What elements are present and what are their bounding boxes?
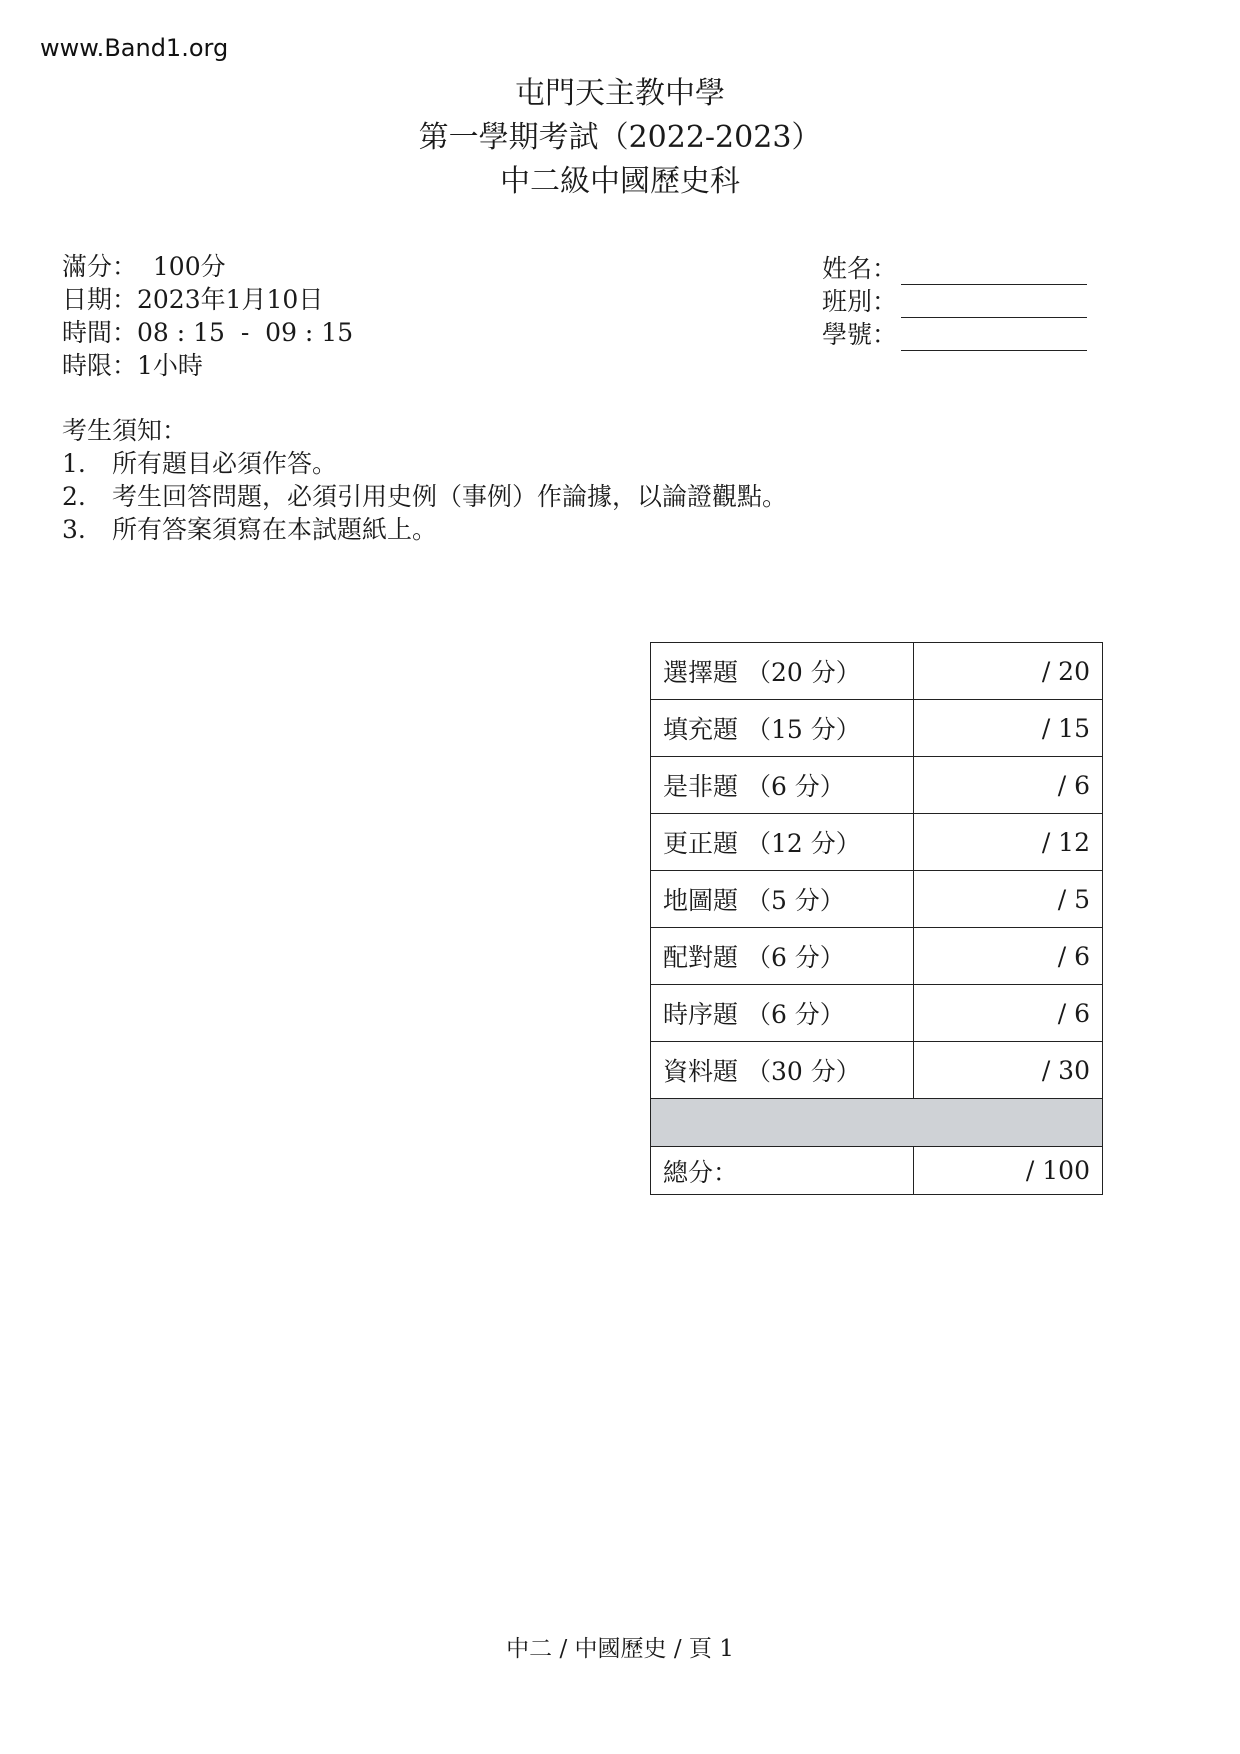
number-label: 學號： [822, 320, 898, 349]
section-label: 資料題 （30 分） [651, 1042, 914, 1099]
total-label: 總分： [651, 1147, 914, 1195]
section-label: 填充題 （15 分） [651, 700, 914, 757]
score-row [651, 928, 1103, 985]
score-row [651, 871, 1103, 928]
class-label: 班別： [822, 287, 898, 316]
instruction-item [62, 447, 787, 480]
section-label: 選擇題 （20 分） [651, 643, 914, 700]
class-field[interactable] [901, 291, 1087, 318]
exam-time: 時間：08 : 15 - 09 : 15 [62, 318, 354, 347]
section-label: 配對題 （6 分） [651, 928, 914, 985]
score-table [650, 642, 1103, 1195]
score-row [651, 1042, 1103, 1099]
name-field[interactable] [901, 258, 1087, 285]
section-score-cell[interactable]: / 6 [914, 985, 1103, 1042]
class-row [822, 285, 1087, 318]
total-row [651, 1147, 1103, 1195]
number-field[interactable] [901, 324, 1087, 351]
instruction-text: 所有題目必須作答。 [112, 449, 338, 478]
section-score-cell[interactable]: / 5 [914, 871, 1103, 928]
shaded-divider-cell [651, 1099, 1103, 1147]
exam-duration: 時限：1小時 [62, 351, 203, 380]
watermark-url: www.Band1.org [40, 34, 229, 62]
instructions [62, 414, 787, 546]
section-score-cell[interactable]: / 20 [914, 643, 1103, 700]
section-score-cell[interactable]: / 30 [914, 1042, 1103, 1099]
exam-header [0, 72, 1240, 204]
section-label: 時序題 （6 分） [651, 985, 914, 1042]
school-name: 屯門天主教中學 [515, 76, 725, 111]
section-score-cell[interactable]: / 6 [914, 757, 1103, 814]
instruction-text: 所有答案須寫在本試題紙上。 [112, 515, 438, 544]
exam-info [62, 250, 353, 382]
section-label: 是非題 （6 分） [651, 757, 914, 814]
shaded-divider-row [651, 1099, 1103, 1147]
exam-title: 第一學期考試（2022-2023） [418, 120, 822, 155]
name-row [822, 252, 1087, 285]
instruction-number: 1. [62, 449, 86, 478]
score-row [651, 643, 1103, 700]
full-marks: 滿分： 100分 [62, 252, 226, 281]
instruction-number: 2. [62, 482, 86, 511]
instruction-item [62, 513, 787, 546]
section-score-cell[interactable]: / 12 [914, 814, 1103, 871]
score-row [651, 700, 1103, 757]
total-score-cell[interactable]: / 100 [914, 1147, 1103, 1195]
subject-title: 中二級中國歷史科 [500, 164, 740, 199]
student-info [822, 252, 1087, 351]
score-row [651, 985, 1103, 1042]
section-label: 更正題 （12 分） [651, 814, 914, 871]
number-row [822, 318, 1087, 351]
instructions-title: 考生須知： [62, 416, 188, 445]
score-row [651, 757, 1103, 814]
section-score-cell[interactable]: / 15 [914, 700, 1103, 757]
instruction-text: 考生回答問題，必須引用史例（事例）作論據，以論證觀點。 [112, 482, 788, 511]
section-label: 地圖題 （5 分） [651, 871, 914, 928]
name-label: 姓名： [822, 254, 898, 283]
score-row [651, 814, 1103, 871]
page-footer: 中二 / 中國歷史 / 頁 1 [506, 1636, 734, 1662]
exam-date: 日期：2023年1月10日 [62, 285, 324, 314]
section-score-cell[interactable]: / 6 [914, 928, 1103, 985]
instruction-number: 3. [62, 515, 86, 544]
instruction-item [62, 480, 787, 513]
